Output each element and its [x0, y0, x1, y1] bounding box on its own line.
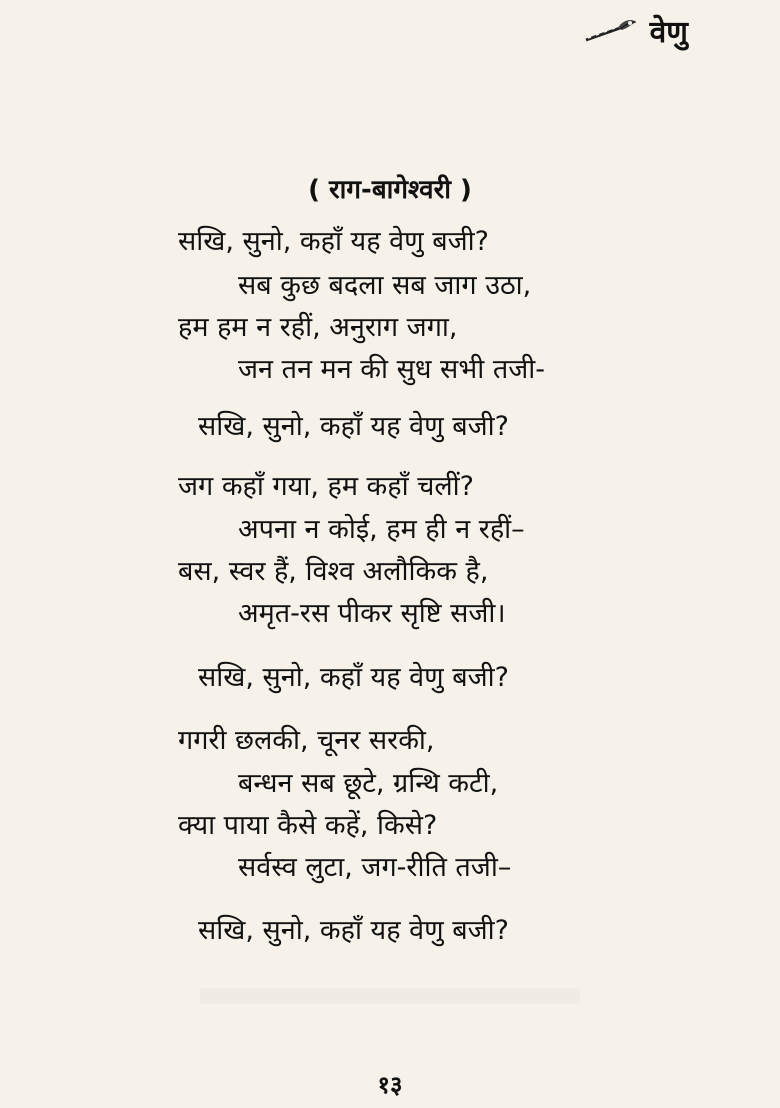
verse-line: अपना न कोई, हम ही न रहीं– [238, 514, 525, 545]
refrain-line: सखि, सुनो, कहाँ यह वेणु बजी? [198, 411, 510, 442]
header-title: वेणु [649, 15, 688, 50]
verse-line: अमृत-रस पीकर सृष्टि सजी। [238, 598, 506, 629]
verse-line: सब कुछ बदला सब जाग उठा, [238, 270, 532, 301]
flute-feather-icon [582, 18, 640, 48]
refrain-line: सखि, सुनो, कहाँ यह वेणु बजी? [198, 915, 510, 946]
verse-line: बस, स्वर हैं, विश्व अलौकिक है, [178, 556, 489, 587]
page-number: १३ [377, 1071, 403, 1099]
verse-line: हम हम न रहीं, अनुराग जगा, [178, 312, 458, 343]
refrain-line: सखि, सुनो, कहाँ यह वेणु बजी? [198, 662, 510, 693]
verse-line: सर्वस्व लुटा, जग-रीति तजी– [238, 852, 512, 883]
verse-line: जन तन मन की सुध सभी तजी- [238, 354, 545, 385]
running-header [582, 15, 688, 50]
verse-line: क्या पाया कैसे कहें, किसे? [178, 810, 438, 841]
verse-line: जग कहाँ गया, हम कहाँ चलीं? [178, 471, 474, 502]
show-through-text [200, 988, 580, 1004]
verse-line: बन्धन सब छूटे, ग्रन्थि कटी, [238, 768, 499, 799]
verse-line: गगरी छलकी, चूनर सरकी, [178, 725, 435, 756]
verse-line: सखि, सुनो, कहाँ यह वेणु बजी? [178, 226, 490, 257]
raga-heading: ( राग-बागेश्वरी ) [308, 175, 472, 205]
